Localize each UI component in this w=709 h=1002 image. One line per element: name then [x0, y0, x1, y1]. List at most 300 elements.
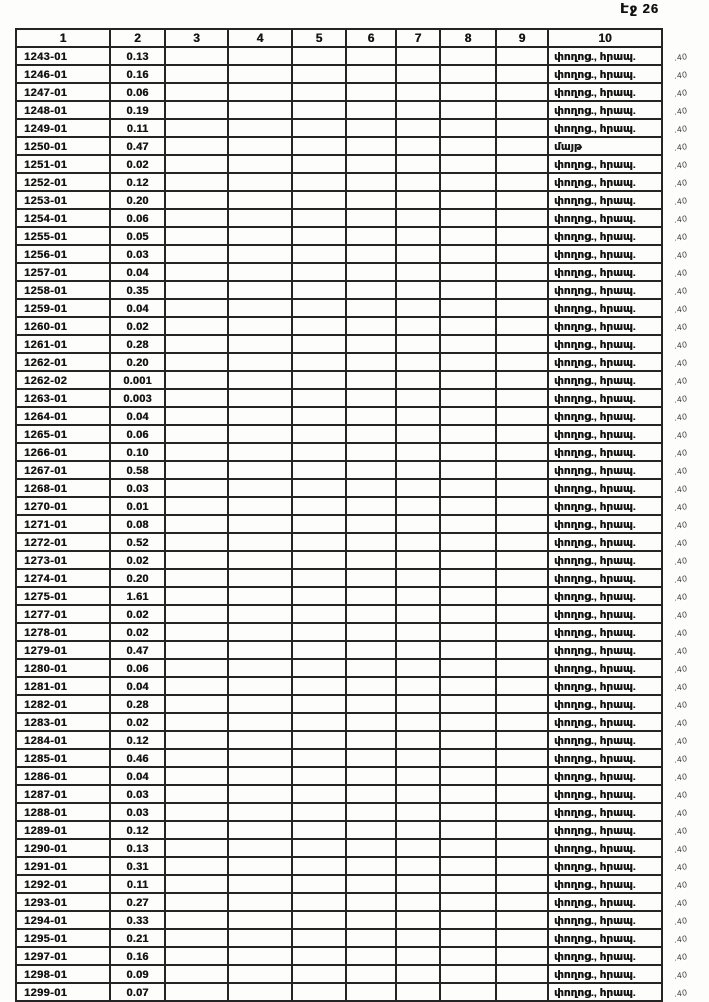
- table-row: [16, 569, 704, 587]
- column-header: 6: [346, 29, 396, 47]
- empty-cell: [440, 731, 496, 749]
- data-table: [15, 28, 705, 1002]
- empty-cell: [292, 101, 346, 119]
- margin-annotation: [662, 83, 704, 101]
- empty-cell: [496, 407, 548, 425]
- empty-cell: [346, 353, 396, 371]
- handwritten-mark: .40: [673, 771, 688, 783]
- empty-cell: [346, 533, 396, 551]
- empty-cell: [346, 551, 396, 569]
- empty-cell: [165, 641, 228, 659]
- table-row: [16, 335, 704, 353]
- empty-cell: [496, 443, 548, 461]
- handwritten-mark: .40: [673, 87, 688, 99]
- empty-cell: [496, 587, 548, 605]
- empty-cell: [496, 461, 548, 479]
- empty-cell: [440, 353, 496, 371]
- empty-cell: [496, 713, 548, 731]
- margin-annotation: [662, 281, 704, 299]
- parcel-code-cell: 1258-01: [16, 281, 110, 299]
- handwritten-mark: .40: [673, 915, 688, 927]
- empty-cell: [228, 407, 292, 425]
- margin-annotation: [662, 137, 704, 155]
- empty-cell: [496, 335, 548, 353]
- empty-cell: [346, 191, 396, 209]
- empty-cell: [165, 83, 228, 101]
- empty-cell: [165, 479, 228, 497]
- empty-cell: [292, 605, 346, 623]
- empty-cell: [396, 821, 440, 839]
- margin-annotation: [662, 407, 704, 425]
- margin-annotation: [662, 353, 704, 371]
- empty-cell: [165, 551, 228, 569]
- empty-cell: [165, 677, 228, 695]
- empty-cell: [292, 803, 346, 821]
- handwritten-mark: .40: [673, 483, 688, 495]
- empty-cell: [228, 821, 292, 839]
- empty-cell: [165, 335, 228, 353]
- margin-annotation: [662, 335, 704, 353]
- empty-cell: [440, 623, 496, 641]
- empty-cell: [396, 461, 440, 479]
- empty-cell: [396, 119, 440, 137]
- parcel-code-cell: 1292-01: [16, 875, 110, 893]
- area-value-cell: 0.52: [110, 533, 165, 551]
- handwritten-mark: .40: [673, 861, 688, 873]
- table-row: [16, 641, 704, 659]
- area-value-cell: 0.46: [110, 749, 165, 767]
- table-row: [16, 263, 704, 281]
- margin-annotation: [662, 47, 704, 65]
- empty-cell: [440, 713, 496, 731]
- empty-cell: [346, 767, 396, 785]
- area-value-cell: 0.27: [110, 893, 165, 911]
- empty-cell: [440, 533, 496, 551]
- empty-cell: [292, 335, 346, 353]
- empty-cell: [396, 659, 440, 677]
- empty-cell: [165, 857, 228, 875]
- empty-cell: [165, 587, 228, 605]
- empty-cell: [292, 173, 346, 191]
- table-row: [16, 893, 704, 911]
- table-row: [16, 47, 704, 65]
- table-row: [16, 443, 704, 461]
- empty-cell: [165, 461, 228, 479]
- empty-cell: [440, 893, 496, 911]
- table-row: [16, 947, 704, 965]
- empty-cell: [292, 911, 346, 929]
- empty-cell: [165, 191, 228, 209]
- land-use-note-cell: փողոց., հրապ.: [548, 191, 662, 209]
- empty-cell: [396, 965, 440, 983]
- empty-cell: [346, 47, 396, 65]
- empty-cell: [346, 389, 396, 407]
- handwritten-mark: .40: [673, 645, 688, 657]
- empty-cell: [396, 137, 440, 155]
- empty-cell: [396, 569, 440, 587]
- empty-cell: [292, 281, 346, 299]
- table-row: [16, 605, 704, 623]
- empty-cell: [292, 893, 346, 911]
- empty-cell: [396, 587, 440, 605]
- empty-cell: [228, 785, 292, 803]
- parcel-code-cell: 1283-01: [16, 713, 110, 731]
- parcel-code-cell: 1288-01: [16, 803, 110, 821]
- empty-cell: [496, 353, 548, 371]
- empty-cell: [346, 731, 396, 749]
- empty-cell: [396, 389, 440, 407]
- empty-cell: [440, 911, 496, 929]
- empty-cell: [165, 443, 228, 461]
- handwritten-mark: .40: [673, 951, 688, 963]
- empty-cell: [496, 569, 548, 587]
- area-value-cell: 0.04: [110, 767, 165, 785]
- parcel-code-cell: 1293-01: [16, 893, 110, 911]
- empty-cell: [440, 155, 496, 173]
- land-use-note-cell: փողոց., հրապ.: [548, 785, 662, 803]
- empty-cell: [440, 101, 496, 119]
- empty-cell: [292, 551, 346, 569]
- handwritten-mark: .40: [673, 501, 688, 513]
- margin-annotation: [662, 65, 704, 83]
- margin-column-header: [662, 29, 704, 47]
- empty-cell: [440, 641, 496, 659]
- empty-cell: [292, 137, 346, 155]
- column-header: 10: [548, 29, 662, 47]
- table-row: [16, 371, 704, 389]
- column-header: 5: [292, 29, 346, 47]
- page-number-label: Էջ 26: [620, 1, 659, 16]
- empty-cell: [346, 749, 396, 767]
- parcel-code-cell: 1265-01: [16, 425, 110, 443]
- margin-annotation: [662, 497, 704, 515]
- empty-cell: [346, 155, 396, 173]
- empty-cell: [496, 47, 548, 65]
- empty-cell: [228, 551, 292, 569]
- empty-cell: [165, 515, 228, 533]
- empty-cell: [165, 785, 228, 803]
- empty-cell: [292, 119, 346, 137]
- table-row: [16, 65, 704, 83]
- area-value-cell: 0.11: [110, 119, 165, 137]
- area-value-cell: 0.12: [110, 173, 165, 191]
- empty-cell: [292, 587, 346, 605]
- parcel-code-cell: 1243-01: [16, 47, 110, 65]
- empty-cell: [228, 137, 292, 155]
- empty-cell: [496, 641, 548, 659]
- table-row: [16, 101, 704, 119]
- empty-cell: [292, 155, 346, 173]
- empty-cell: [440, 209, 496, 227]
- empty-cell: [496, 155, 548, 173]
- land-use-note-cell: փողոց., հրապ.: [548, 227, 662, 245]
- empty-cell: [496, 101, 548, 119]
- table-row: [16, 929, 704, 947]
- land-use-note-cell: փողոց., հրապ.: [548, 767, 662, 785]
- empty-cell: [165, 371, 228, 389]
- land-use-note-cell: փողոց., հրապ.: [548, 749, 662, 767]
- margin-annotation: [662, 515, 704, 533]
- column-header: 3: [165, 29, 228, 47]
- area-value-cell: 0.03: [110, 479, 165, 497]
- empty-cell: [228, 317, 292, 335]
- empty-cell: [292, 209, 346, 227]
- margin-annotation: [662, 623, 704, 641]
- empty-cell: [396, 263, 440, 281]
- empty-cell: [228, 695, 292, 713]
- empty-cell: [496, 425, 548, 443]
- empty-cell: [346, 803, 396, 821]
- empty-cell: [346, 713, 396, 731]
- land-use-note-cell: փողոց., հրապ.: [548, 713, 662, 731]
- handwritten-mark: .40: [673, 555, 688, 567]
- empty-cell: [292, 317, 346, 335]
- empty-cell: [440, 803, 496, 821]
- empty-cell: [228, 47, 292, 65]
- table-row: [16, 857, 704, 875]
- table-row: [16, 173, 704, 191]
- empty-cell: [346, 173, 396, 191]
- column-header: 7: [396, 29, 440, 47]
- land-use-note-cell: փողոց., հրապ.: [548, 173, 662, 191]
- empty-cell: [228, 101, 292, 119]
- land-use-note-cell: փողոց., հրապ.: [548, 911, 662, 929]
- empty-cell: [165, 497, 228, 515]
- parcel-code-cell: 1250-01: [16, 137, 110, 155]
- handwritten-mark: .40: [673, 753, 688, 765]
- table-row: [16, 965, 704, 983]
- empty-cell: [346, 83, 396, 101]
- empty-cell: [228, 749, 292, 767]
- margin-annotation: [662, 875, 704, 893]
- empty-cell: [496, 245, 548, 263]
- parcel-code-cell: 1254-01: [16, 209, 110, 227]
- table-row: [16, 659, 704, 677]
- empty-cell: [396, 803, 440, 821]
- margin-annotation: [662, 839, 704, 857]
- handwritten-mark: .40: [673, 411, 688, 423]
- empty-cell: [165, 263, 228, 281]
- empty-cell: [440, 767, 496, 785]
- area-value-cell: 0.02: [110, 155, 165, 173]
- empty-cell: [396, 281, 440, 299]
- empty-cell: [165, 137, 228, 155]
- empty-cell: [165, 731, 228, 749]
- empty-cell: [228, 425, 292, 443]
- handwritten-mark: .40: [673, 663, 688, 675]
- handwritten-mark: .40: [673, 537, 688, 549]
- empty-cell: [228, 227, 292, 245]
- empty-cell: [292, 263, 346, 281]
- margin-annotation: [662, 659, 704, 677]
- empty-cell: [165, 245, 228, 263]
- parcel-code-cell: 1266-01: [16, 443, 110, 461]
- land-use-note-cell: փողոց., հրապ.: [548, 299, 662, 317]
- empty-cell: [496, 623, 548, 641]
- empty-cell: [496, 533, 548, 551]
- handwritten-mark: .40: [673, 159, 688, 171]
- empty-cell: [228, 353, 292, 371]
- empty-cell: [496, 767, 548, 785]
- empty-cell: [346, 911, 396, 929]
- empty-cell: [346, 245, 396, 263]
- empty-cell: [292, 479, 346, 497]
- land-use-note-cell: փողոց., հրապ.: [548, 209, 662, 227]
- table-row: [16, 983, 704, 1001]
- area-value-cell: 0.003: [110, 389, 165, 407]
- empty-cell: [228, 911, 292, 929]
- empty-cell: [165, 947, 228, 965]
- empty-cell: [396, 65, 440, 83]
- parcel-code-cell: 1262-01: [16, 353, 110, 371]
- area-value-cell: 0.11: [110, 875, 165, 893]
- land-use-note-cell: փողոց., հրապ.: [548, 983, 662, 1001]
- empty-cell: [228, 803, 292, 821]
- area-value-cell: 0.06: [110, 659, 165, 677]
- parcel-code-cell: 1253-01: [16, 191, 110, 209]
- parcel-code-cell: 1261-01: [16, 335, 110, 353]
- margin-annotation: [662, 569, 704, 587]
- empty-cell: [496, 371, 548, 389]
- empty-cell: [440, 317, 496, 335]
- handwritten-mark: .40: [673, 231, 688, 243]
- handwritten-mark: .40: [673, 105, 688, 117]
- empty-cell: [346, 677, 396, 695]
- margin-annotation: [662, 479, 704, 497]
- empty-cell: [228, 875, 292, 893]
- area-value-cell: 0.20: [110, 191, 165, 209]
- empty-cell: [396, 839, 440, 857]
- empty-cell: [165, 533, 228, 551]
- land-use-note-cell: փողոց., հրապ.: [548, 839, 662, 857]
- empty-cell: [440, 749, 496, 767]
- empty-cell: [440, 875, 496, 893]
- land-use-note-cell: փողոց., հրապ.: [548, 803, 662, 821]
- area-value-cell: 0.04: [110, 677, 165, 695]
- area-value-cell: 0.20: [110, 353, 165, 371]
- land-use-note-cell: փողոց., հրապ.: [548, 605, 662, 623]
- parcel-code-cell: 1271-01: [16, 515, 110, 533]
- empty-cell: [292, 875, 346, 893]
- empty-cell: [440, 443, 496, 461]
- empty-cell: [396, 335, 440, 353]
- margin-annotation: [662, 857, 704, 875]
- handwritten-mark: .40: [673, 843, 688, 855]
- empty-cell: [228, 191, 292, 209]
- table-row: [16, 299, 704, 317]
- empty-cell: [292, 353, 346, 371]
- empty-cell: [496, 749, 548, 767]
- land-use-note-cell: փողոց., հրապ.: [548, 623, 662, 641]
- empty-cell: [228, 281, 292, 299]
- area-value-cell: 0.28: [110, 335, 165, 353]
- empty-cell: [165, 713, 228, 731]
- handwritten-mark: .40: [673, 789, 688, 801]
- table-row: [16, 407, 704, 425]
- empty-cell: [396, 785, 440, 803]
- empty-cell: [396, 479, 440, 497]
- empty-cell: [165, 965, 228, 983]
- empty-cell: [440, 695, 496, 713]
- empty-cell: [346, 335, 396, 353]
- margin-annotation: [662, 533, 704, 551]
- empty-cell: [346, 929, 396, 947]
- empty-cell: [346, 515, 396, 533]
- margin-annotation: [662, 983, 704, 1001]
- land-use-note-cell: փողոց., հրապ.: [548, 695, 662, 713]
- empty-cell: [292, 947, 346, 965]
- empty-cell: [165, 47, 228, 65]
- empty-cell: [292, 731, 346, 749]
- margin-annotation: [662, 101, 704, 119]
- handwritten-mark: .40: [673, 339, 688, 351]
- empty-cell: [440, 587, 496, 605]
- empty-cell: [292, 695, 346, 713]
- empty-cell: [292, 767, 346, 785]
- margin-annotation: [662, 893, 704, 911]
- empty-cell: [346, 641, 396, 659]
- empty-cell: [228, 245, 292, 263]
- margin-annotation: [662, 551, 704, 569]
- column-header: 1: [16, 29, 110, 47]
- empty-cell: [292, 389, 346, 407]
- empty-cell: [396, 749, 440, 767]
- handwritten-mark: .40: [673, 375, 688, 387]
- empty-cell: [496, 893, 548, 911]
- handwritten-mark: .40: [673, 879, 688, 891]
- empty-cell: [292, 47, 346, 65]
- land-use-note-cell: փողոց., հրապ.: [548, 875, 662, 893]
- handwritten-mark: .40: [673, 195, 688, 207]
- empty-cell: [396, 623, 440, 641]
- land-use-note-cell: փողոց., հրապ.: [548, 263, 662, 281]
- margin-annotation: [662, 803, 704, 821]
- margin-annotation: [662, 587, 704, 605]
- area-value-cell: 0.16: [110, 65, 165, 83]
- land-use-note-cell: փողոց., հրապ.: [548, 533, 662, 551]
- parcel-code-cell: 1262-02: [16, 371, 110, 389]
- parcel-code-cell: 1267-01: [16, 461, 110, 479]
- empty-cell: [496, 677, 548, 695]
- empty-cell: [165, 65, 228, 83]
- area-value-cell: 0.06: [110, 425, 165, 443]
- empty-cell: [396, 533, 440, 551]
- empty-cell: [396, 695, 440, 713]
- area-value-cell: 0.02: [110, 551, 165, 569]
- empty-cell: [440, 857, 496, 875]
- land-use-note-cell: փողոց., հրապ.: [548, 101, 662, 119]
- parcel-code-cell: 1282-01: [16, 695, 110, 713]
- land-use-note-cell: փողոց., հրապ.: [548, 497, 662, 515]
- empty-cell: [292, 929, 346, 947]
- area-value-cell: 0.58: [110, 461, 165, 479]
- empty-cell: [396, 857, 440, 875]
- handwritten-mark: .40: [673, 519, 688, 531]
- empty-cell: [165, 389, 228, 407]
- empty-cell: [292, 641, 346, 659]
- empty-cell: [396, 155, 440, 173]
- area-value-cell: 0.16: [110, 947, 165, 965]
- empty-cell: [396, 371, 440, 389]
- empty-cell: [396, 911, 440, 929]
- empty-cell: [292, 443, 346, 461]
- handwritten-mark: .40: [673, 303, 688, 315]
- empty-cell: [346, 65, 396, 83]
- empty-cell: [228, 389, 292, 407]
- empty-cell: [396, 209, 440, 227]
- empty-cell: [440, 65, 496, 83]
- empty-cell: [346, 317, 396, 335]
